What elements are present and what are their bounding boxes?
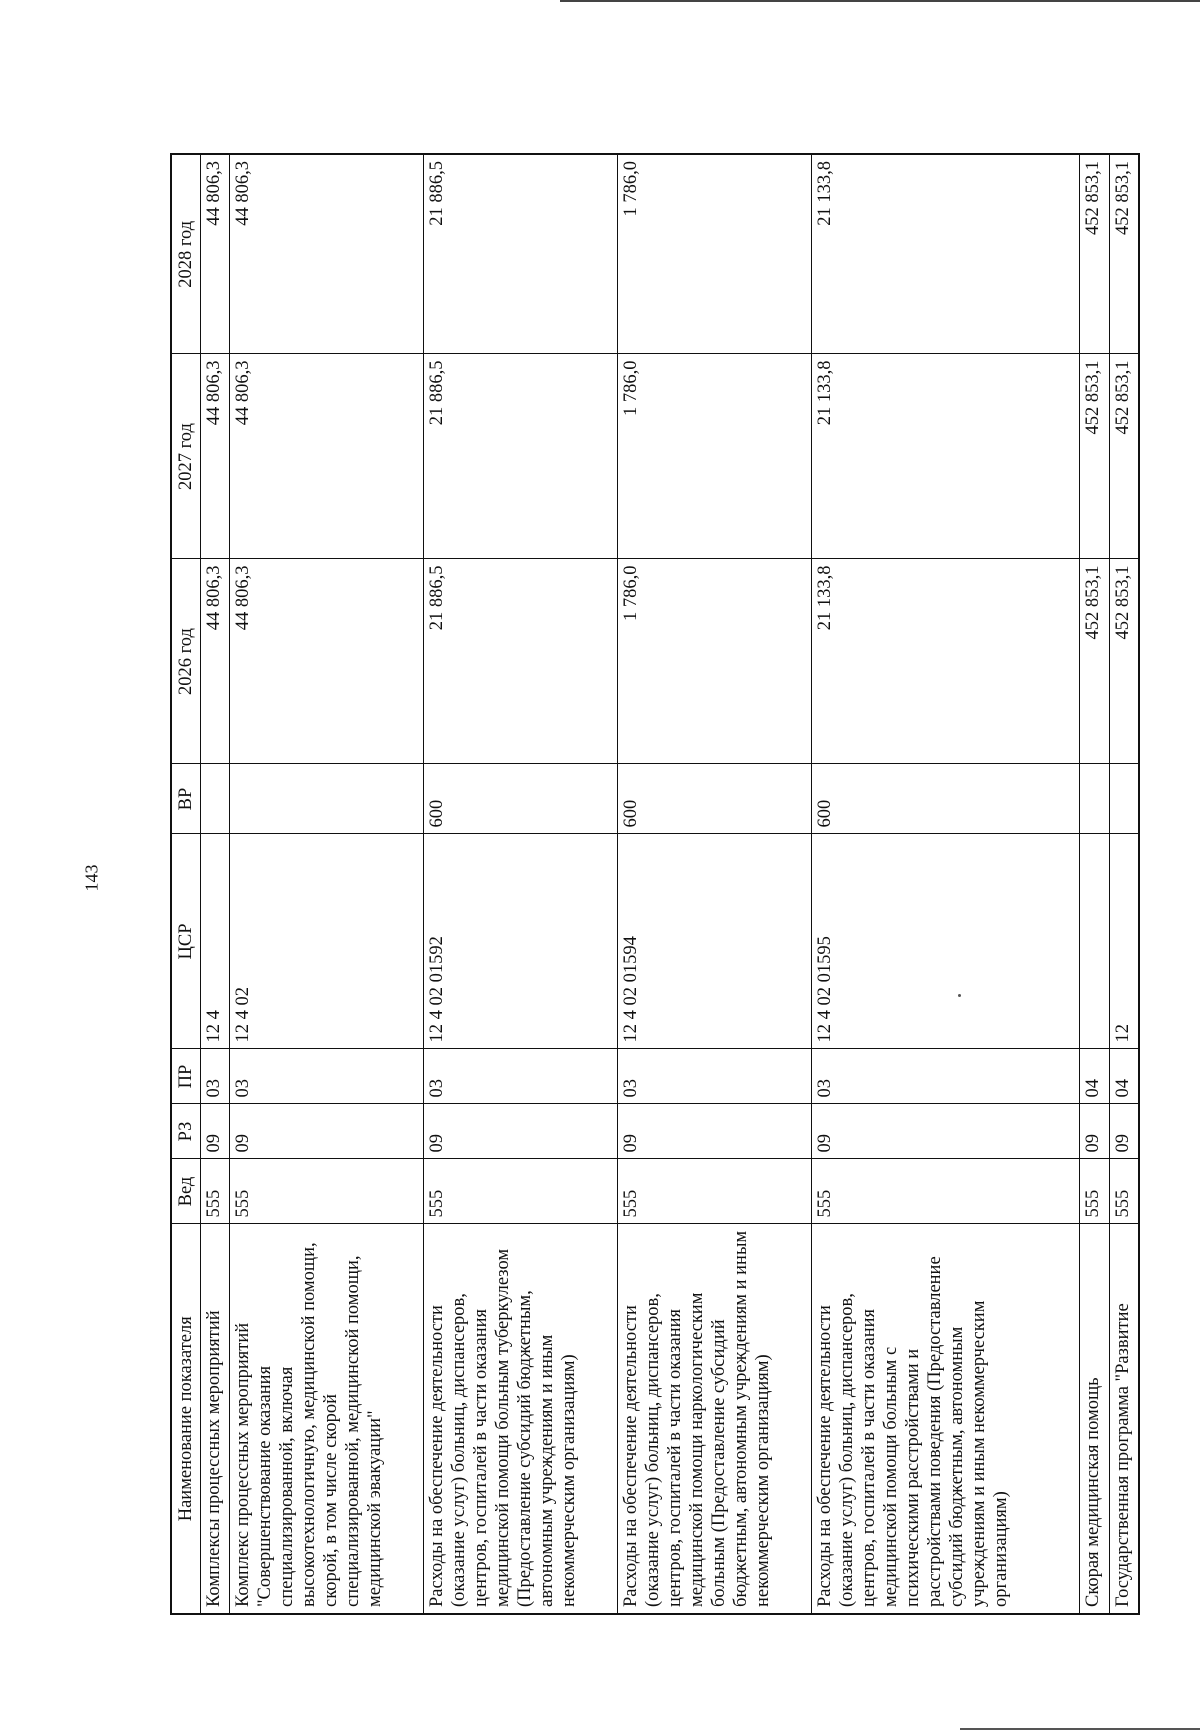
table-row [1080, 154, 1109, 1614]
table-row [618, 154, 812, 1614]
header-2028: 2028 год [171, 154, 201, 354]
row-2026: 452 853,1 [1109, 559, 1139, 764]
scan-edge-top [560, 0, 1200, 2]
row-2026: 452 853,1 [1080, 559, 1109, 764]
row-2028: 44 806,3 [201, 154, 230, 354]
row-ved: 555 [618, 1159, 812, 1224]
scan-edge-bottom [960, 1728, 1200, 1730]
row-name: Расходы на обеспечение деятельности (оказание услуг) больниц, диспансеров, центров, госпиталей в части оказания медицинской помощи больным с психическими расстройствами и расстройствами поведения (Предоставление субсидий бюджетным, автономным учреждениям и иным некоммерческим организациям) [812, 1224, 1080, 1614]
table-row [424, 154, 618, 1614]
row-2026: 44 806,3 [230, 559, 424, 764]
row-vr: 600 [812, 764, 1080, 834]
row-vr [230, 764, 424, 834]
row-csr: 12 [1109, 834, 1139, 1049]
budget-table-container [170, 155, 1140, 1615]
row-csr: 12 4 02 01595 [812, 834, 1080, 1049]
row-vr [201, 764, 230, 834]
row-2028: 452 853,1 [1109, 154, 1139, 354]
table-row [812, 154, 1080, 1614]
row-2027: 21 886,5 [424, 354, 618, 559]
row-vr [1109, 764, 1139, 834]
row-name: Расходы на обеспечение деятельности (оказание услуг) больниц, диспансеров, центров, госпиталей в части оказания медицинской помощи наркологическим больным (Предоставление субсидий бюджетным, автономным учреждениям и иным некоммерческим организациям) [618, 1224, 812, 1614]
row-rz: 09 [424, 1104, 618, 1159]
row-2028: 1 786,0 [618, 154, 812, 354]
header-2027: 2027 год [171, 354, 201, 559]
row-ved: 555 [812, 1159, 1080, 1224]
table-row [230, 154, 424, 1614]
row-2027: 452 853,1 [1080, 354, 1109, 559]
page-number: 143 [81, 864, 102, 892]
row-pr: 03 [424, 1049, 618, 1104]
row-2028: 452 853,1 [1080, 154, 1109, 354]
header-rz: РЗ [171, 1104, 201, 1159]
row-2028: 21 133,8 [812, 154, 1080, 354]
row-2026: 21 886,5 [424, 559, 618, 764]
row-2027: 1 786,0 [618, 354, 812, 559]
row-vr: 600 [618, 764, 812, 834]
row-vr: 600 [424, 764, 618, 834]
row-2027: 44 806,3 [230, 354, 424, 559]
row-name: Комплексы процессных мероприятий [201, 1224, 230, 1614]
row-2027: 44 806,3 [201, 354, 230, 559]
row-csr: 12 4 02 01594 [618, 834, 812, 1049]
row-pr: 03 [230, 1049, 424, 1104]
row-ved: 555 [230, 1159, 424, 1224]
row-pr: 04 [1109, 1049, 1139, 1104]
row-pr: 04 [1080, 1049, 1109, 1104]
row-name: Государственная программа "Развитие [1109, 1224, 1139, 1614]
row-2027: 452 853,1 [1109, 354, 1139, 559]
row-rz: 09 [201, 1104, 230, 1159]
row-2026: 44 806,3 [201, 559, 230, 764]
header-pr: ПР [171, 1049, 201, 1104]
row-ved: 555 [424, 1159, 618, 1224]
row-ved: 555 [201, 1159, 230, 1224]
row-2028: 44 806,3 [230, 154, 424, 354]
row-rz: 09 [618, 1104, 812, 1159]
row-rz: 09 [812, 1104, 1080, 1159]
header-vr: ВР [171, 764, 201, 834]
row-csr: 12 4 [201, 834, 230, 1049]
row-pr: 03 [201, 1049, 230, 1104]
row-name: Скорая медицинская помощь [1080, 1224, 1109, 1614]
table-row [201, 154, 230, 1614]
row-name: Комплекс процессных мероприятий "Совершенствование оказания специализированной, включая высокотехнологичную, медицинской помощи, скорой, в том числе скорой специализированной, медицинской помощи, медицинской эвакуации" [230, 1224, 424, 1614]
row-vr [1080, 764, 1109, 834]
row-rz: 09 [230, 1104, 424, 1159]
row-rz: 09 [1080, 1104, 1109, 1159]
row-2028: 21 886,5 [424, 154, 618, 354]
row-rz: 09 [1109, 1104, 1139, 1159]
table-row [1109, 154, 1139, 1614]
row-pr: 03 [618, 1049, 812, 1104]
row-csr [1080, 834, 1109, 1049]
row-name: Расходы на обеспечение деятельности (оказание услуг) больниц, диспансеров, центров, госпиталей в части оказания медицинской помощи больным туберкулезом (Предоставление субсидий бюджетным, автономным учреждениям и иным некоммерческим организациям) [424, 1224, 618, 1614]
header-csr: ЦСР [171, 834, 201, 1049]
row-2027: 21 133,8 [812, 354, 1080, 559]
budget-table [170, 153, 1140, 1615]
row-pr: 03 [812, 1049, 1080, 1104]
header-2026: 2026 год [171, 559, 201, 764]
row-2026: 1 786,0 [618, 559, 812, 764]
row-csr: 12 4 02 01592 [424, 834, 618, 1049]
row-2026: 21 133,8 [812, 559, 1080, 764]
header-name: Наименование показателя [171, 1224, 201, 1614]
header-ved: Вед [171, 1159, 201, 1224]
row-csr: 12 4 02 [230, 834, 424, 1049]
row-ved: 555 [1109, 1159, 1139, 1224]
row-ved: 555 [1080, 1159, 1109, 1224]
table-header-row [171, 154, 201, 1614]
